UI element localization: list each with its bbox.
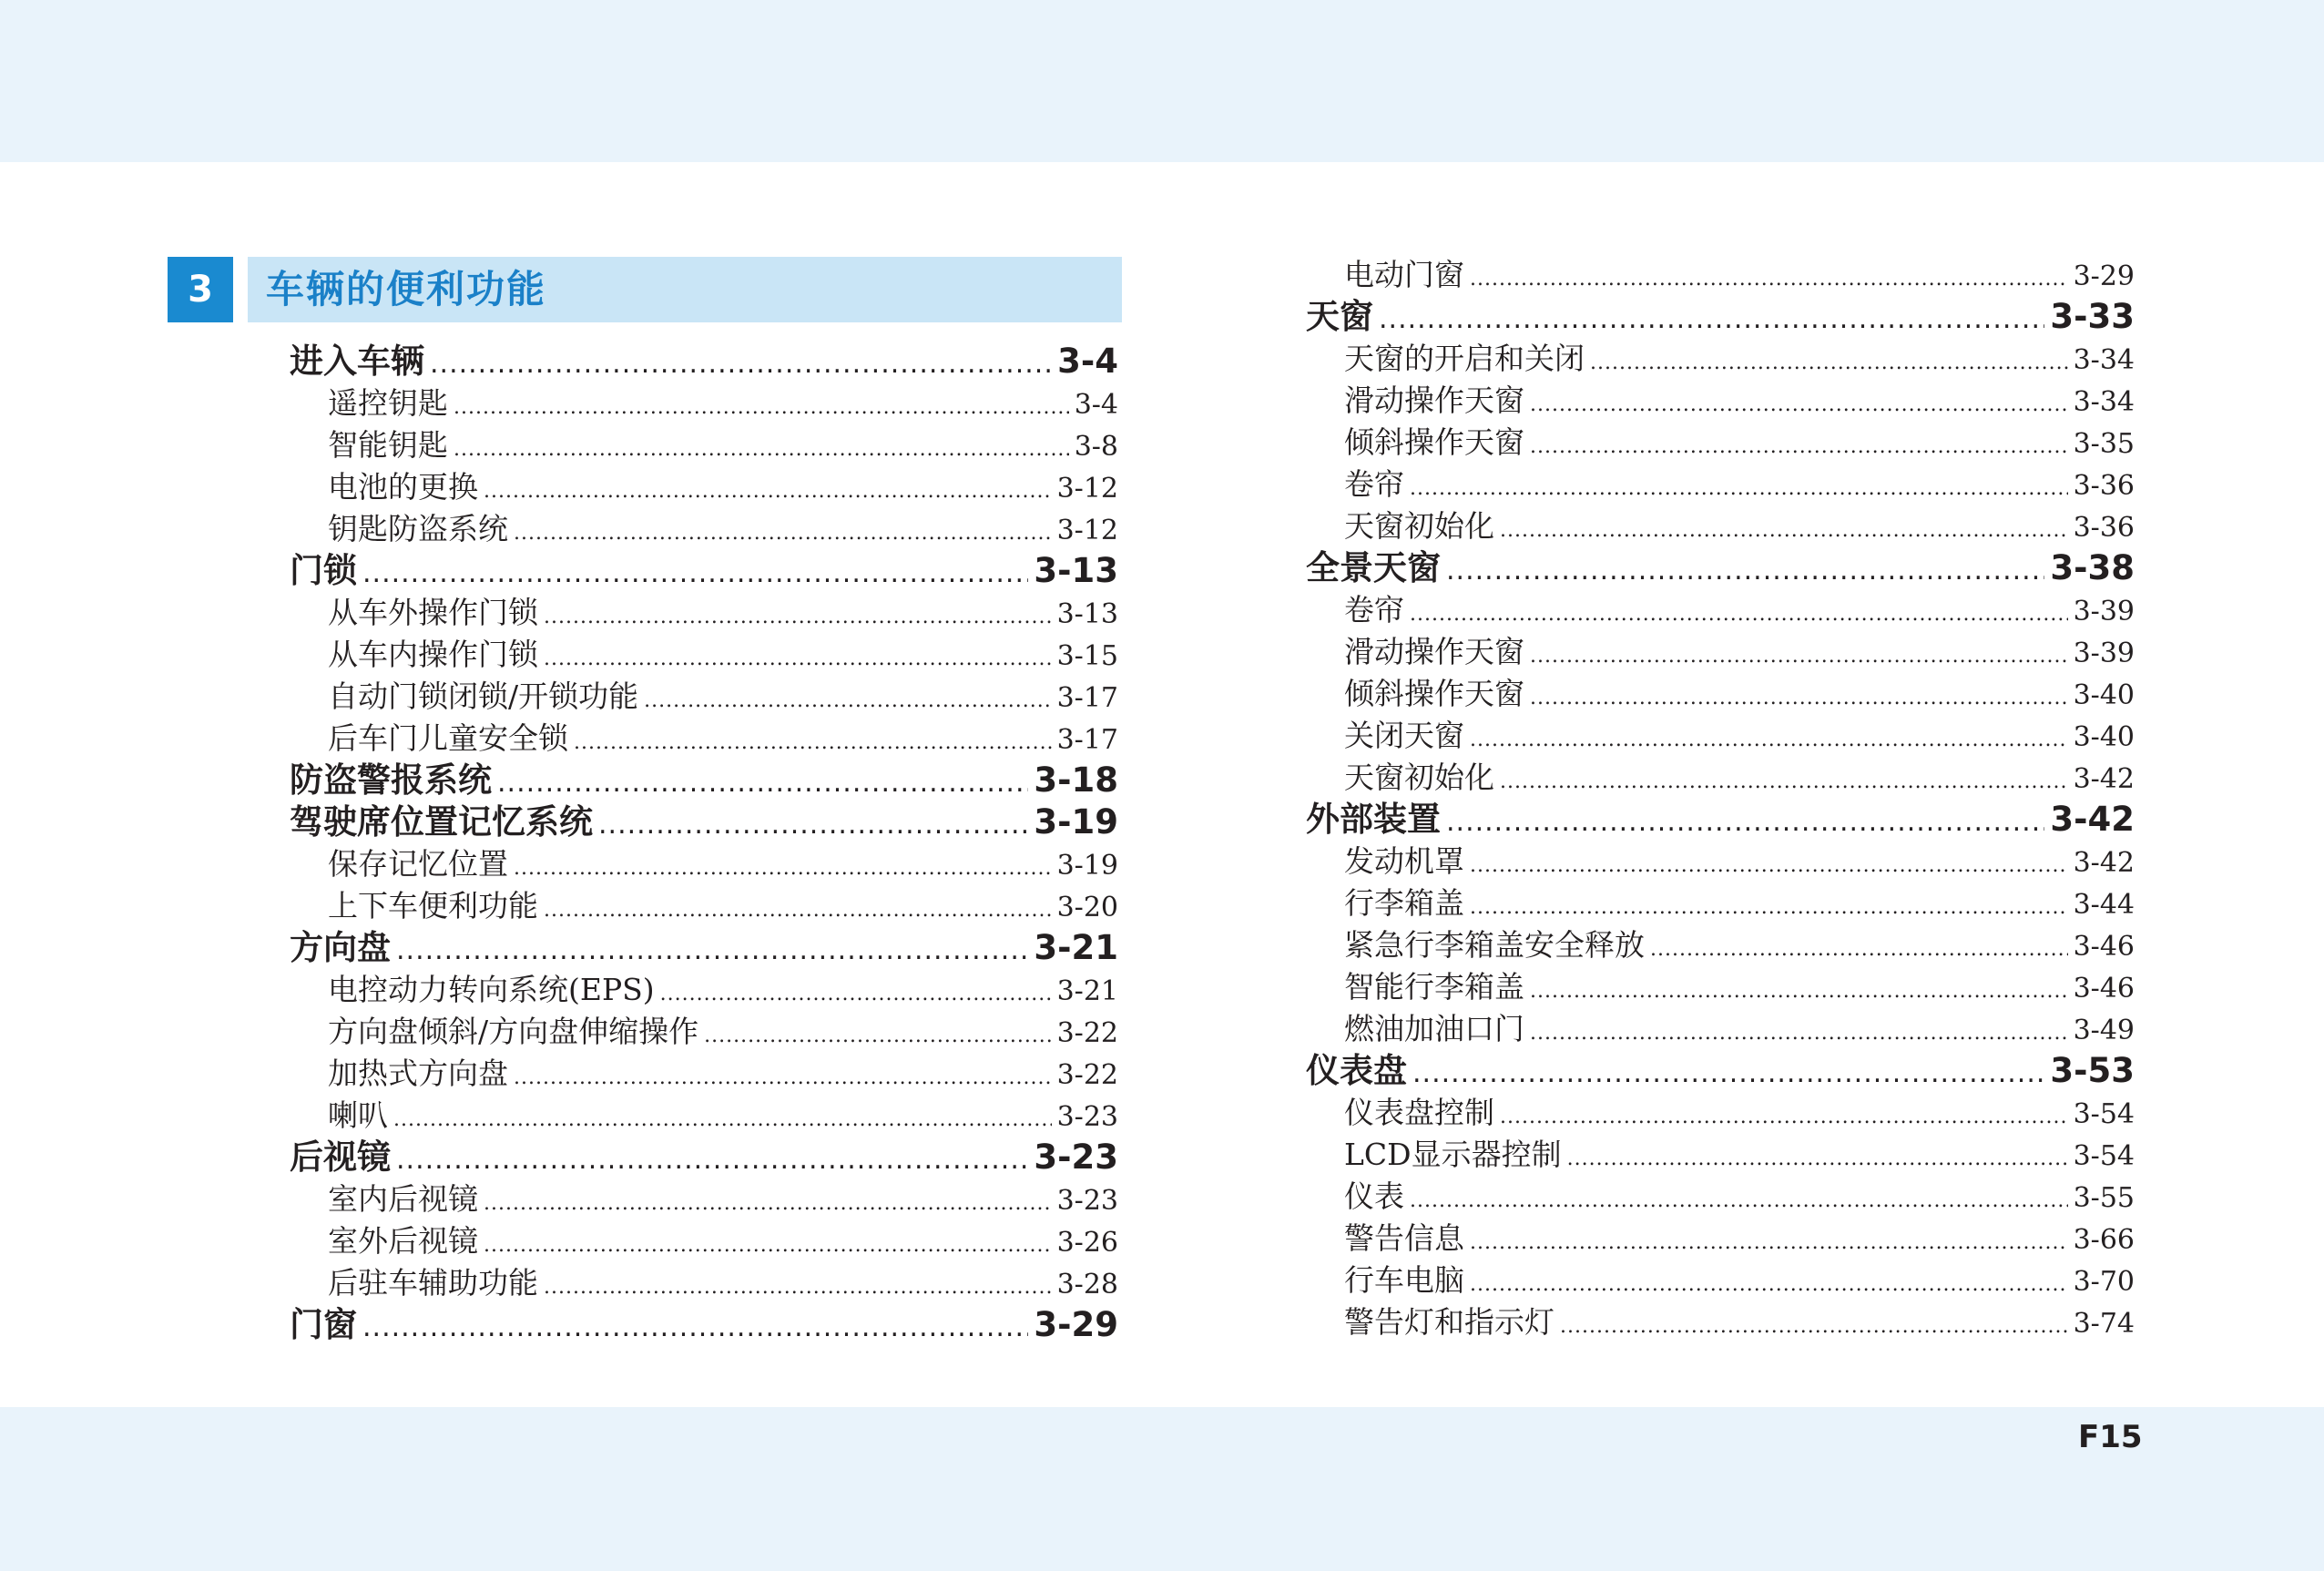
toc-subsection-entry[interactable] (1306, 1008, 2135, 1050)
toc-subsection-entry[interactable] (290, 383, 1118, 424)
dot-leader (1379, 299, 2044, 341)
dot-leader (1530, 678, 2068, 719)
entry-page: 3-36 (2073, 512, 2135, 544)
toc-subsection-entry[interactable] (1306, 715, 2135, 757)
toc-subsection-entry[interactable] (1306, 1092, 2135, 1134)
entry-page: 3-39 (2073, 638, 2135, 669)
toc-subsection-entry[interactable] (1306, 924, 2135, 966)
dot-leader (1500, 761, 2068, 803)
entry-title: 警告信息 (1344, 1220, 1464, 1256)
dot-leader (574, 722, 1052, 764)
dot-leader (454, 429, 1069, 471)
entry-title: 仪表盘控制 (1344, 1095, 1494, 1130)
toc-subsection-entry[interactable] (290, 508, 1118, 550)
entry-page: 3-23 (1056, 1101, 1118, 1133)
toc-left-column (290, 341, 1118, 1346)
page-number: F15 (2078, 1419, 2143, 1455)
toc-section-entry[interactable] (1306, 799, 2135, 841)
toc-subsection-entry[interactable] (1306, 631, 2135, 673)
entry-title: 天窗的开启和关闭 (1344, 341, 1585, 376)
entry-page: 3-15 (1056, 640, 1118, 672)
entry-page: 3-33 (2050, 297, 2135, 336)
entry-title: 保存记忆位置 (328, 846, 508, 882)
entry-title: 滑动操作天窗 (1344, 634, 1524, 669)
dot-leader (396, 930, 1028, 972)
entry-title: 智能行李箱盖 (1344, 969, 1524, 1005)
toc-subsection-entry[interactable] (290, 969, 1118, 1011)
toc-subsection-entry[interactable] (1306, 589, 2135, 631)
toc-section-entry[interactable] (1306, 547, 2135, 589)
entry-title: 倾斜操作天窗 (1344, 676, 1524, 711)
dot-leader (544, 638, 1052, 680)
entry-title: 从车外操作门锁 (328, 595, 538, 630)
dot-leader (362, 553, 1028, 595)
toc-section-entry[interactable] (1306, 296, 2135, 338)
entry-title: 加热式方向盘 (328, 1056, 508, 1091)
dot-leader (1567, 1138, 2068, 1180)
dot-leader (430, 343, 1052, 385)
dot-leader (1446, 550, 2044, 592)
dot-leader (514, 513, 1052, 555)
toc-subsection-entry[interactable] (1306, 1218, 2135, 1260)
entry-page: 3-40 (2073, 721, 2135, 753)
dot-leader (1650, 929, 2068, 971)
entry-title: 仪表盘 (1306, 1051, 1407, 1090)
entry-page: 3-8 (1074, 431, 1118, 463)
toc-subsection-entry[interactable] (1306, 464, 2135, 505)
entry-title: 自动门锁闭锁/开锁功能 (328, 678, 639, 714)
entry-page: 3-23 (1034, 1137, 1118, 1177)
entry-title: 行车电脑 (1344, 1262, 1464, 1298)
entry-page: 3-38 (2050, 548, 2135, 587)
dot-leader (514, 1057, 1052, 1099)
toc-subsection-entry[interactable] (290, 676, 1118, 718)
toc-subsection-entry[interactable] (1306, 966, 2135, 1008)
entry-title: 后车门儿童安全锁 (328, 720, 568, 756)
toc-subsection-entry[interactable] (290, 1011, 1118, 1053)
dot-leader (1470, 1264, 2068, 1306)
entry-page: 3-4 (1057, 342, 1118, 381)
dot-leader (1446, 801, 2044, 843)
entry-page: 3-40 (2073, 679, 2135, 711)
dot-leader (1470, 719, 2068, 761)
toc-section-entry[interactable] (1306, 1050, 2135, 1092)
entry-title: 门窗 (290, 1305, 357, 1344)
entry-title: 倾斜操作天窗 (1344, 424, 1524, 460)
entry-title: 防盗警报系统 (290, 760, 492, 800)
toc-subsection-entry[interactable] (1306, 841, 2135, 882)
toc-subsection-entry[interactable] (1306, 422, 2135, 464)
entry-title: 电池的更换 (328, 469, 478, 505)
toc-subsection-entry[interactable] (290, 843, 1118, 885)
entry-page: 3-39 (2073, 596, 2135, 627)
toc-subsection-entry[interactable] (290, 1220, 1118, 1262)
toc-subsection-entry[interactable] (1306, 757, 2135, 799)
entry-title: 发动机罩 (1344, 843, 1464, 879)
dot-leader (1530, 971, 2068, 1013)
entry-title: 紧急行李箱盖安全释放 (1344, 927, 1645, 963)
chapter-title-bar (248, 257, 1122, 322)
dot-leader (1530, 426, 2068, 468)
entry-page: 3-54 (2073, 1098, 2135, 1130)
toc-subsection-entry[interactable] (290, 718, 1118, 760)
entry-page: 3-13 (1056, 598, 1118, 630)
entry-title: 后视镜 (290, 1137, 391, 1177)
entry-title: 驾驶席位置记忆系统 (290, 802, 593, 842)
toc-subsection-entry[interactable] (1306, 1301, 2135, 1343)
toc-subsection-entry[interactable] (1306, 380, 2135, 422)
toc-section-entry[interactable] (290, 801, 1118, 843)
entry-page: 3-12 (1056, 473, 1118, 505)
entry-page: 3-29 (2073, 260, 2135, 292)
toc-subsection-entry[interactable] (290, 424, 1118, 466)
toc-subsection-entry[interactable] (290, 1178, 1118, 1220)
dot-leader (1410, 468, 2068, 510)
entry-page: 3-66 (2073, 1224, 2135, 1256)
toc-subsection-entry[interactable] (1306, 254, 2135, 296)
entry-page: 3-34 (2073, 344, 2135, 376)
toc-subsection-entry[interactable] (1306, 673, 2135, 715)
entry-title: 卷帘 (1344, 592, 1404, 627)
entry-page: 3-46 (2073, 973, 2135, 1005)
entry-page: 3-55 (2073, 1182, 2135, 1214)
entry-title: 喇叭 (328, 1097, 388, 1133)
toc-subsection-entry[interactable] (290, 1262, 1118, 1304)
entry-title: 进入车辆 (290, 342, 424, 381)
chapter-number-badge: 3 (168, 257, 233, 322)
toc-subsection-entry[interactable] (1306, 1176, 2135, 1218)
toc-subsection-entry[interactable] (290, 592, 1118, 634)
dot-leader (514, 848, 1052, 890)
chapter-title: 车辆的便利功能 (266, 267, 547, 311)
toc-subsection-entry[interactable] (1306, 338, 2135, 380)
entry-title: 外部装置 (1306, 800, 1441, 839)
dot-leader (393, 1099, 1052, 1141)
entry-title: 天窗初始化 (1344, 508, 1494, 544)
entry-page: 3-21 (1034, 928, 1118, 967)
entry-title: 滑动操作天窗 (1344, 383, 1524, 418)
dot-leader (704, 1015, 1051, 1057)
entry-page: 3-22 (1056, 1017, 1118, 1049)
dot-leader (1470, 259, 2068, 301)
entry-title: 仪表 (1344, 1178, 1404, 1214)
entry-page: 3-19 (1056, 850, 1118, 882)
dot-leader (1590, 342, 2068, 384)
entry-title: LCD显示器控制 (1344, 1137, 1562, 1172)
entry-page: 3-46 (2073, 931, 2135, 963)
dot-leader (644, 680, 1051, 722)
entry-title: 遥控钥匙 (328, 385, 448, 421)
toc-subsection-entry[interactable] (1306, 1260, 2135, 1301)
dot-leader (544, 890, 1052, 932)
dot-leader (484, 1183, 1052, 1225)
dot-leader (544, 597, 1052, 638)
dot-leader (1410, 594, 2068, 636)
entry-page: 3-42 (2050, 800, 2135, 839)
dot-leader (396, 1139, 1028, 1181)
dot-leader (1500, 510, 2068, 552)
entry-page: 3-34 (2073, 386, 2135, 418)
entry-title: 从车内操作门锁 (328, 637, 538, 672)
toc-subsection-entry[interactable] (290, 1053, 1118, 1095)
entry-page: 3-54 (2073, 1140, 2135, 1172)
dot-leader (1412, 1053, 2044, 1095)
entry-title: 室外后视镜 (328, 1223, 478, 1259)
toc-subsection-entry[interactable] (290, 1095, 1118, 1137)
entry-page: 3-13 (1034, 551, 1118, 590)
dot-leader (1530, 384, 2068, 426)
toc-subsection-entry[interactable] (1306, 1134, 2135, 1176)
dot-leader (362, 1307, 1028, 1349)
dot-leader (1470, 845, 2068, 887)
toc-subsection-entry[interactable] (1306, 882, 2135, 924)
entry-title: 电动门窗 (1344, 257, 1464, 292)
entry-title: 行李箱盖 (1344, 885, 1464, 921)
entry-title: 上下车便利功能 (328, 888, 538, 923)
toc-right-column (1306, 254, 2135, 1343)
entry-page: 3-4 (1074, 389, 1118, 421)
entry-page: 3-74 (2073, 1308, 2135, 1340)
dot-leader (484, 471, 1052, 513)
entry-title: 天窗 (1306, 297, 1373, 336)
entry-page: 3-17 (1056, 682, 1118, 714)
dot-leader (1530, 1013, 2068, 1055)
entry-title: 方向盘 (290, 928, 391, 967)
toc-section-entry[interactable] (290, 1137, 1118, 1178)
top-band (0, 0, 2324, 162)
entry-page: 3-44 (2073, 889, 2135, 921)
entry-title: 方向盘倾斜/方向盘伸缩操作 (328, 1014, 699, 1049)
entry-page: 3-21 (1056, 975, 1118, 1007)
toc-section-entry[interactable] (290, 341, 1118, 383)
dot-leader (1500, 1097, 2068, 1138)
toc-subsection-entry[interactable] (290, 466, 1118, 508)
dot-leader (484, 1225, 1052, 1267)
entry-page: 3-36 (2073, 470, 2135, 502)
entry-page: 3-42 (2073, 847, 2135, 879)
dot-leader (598, 804, 1028, 846)
entry-page: 3-22 (1056, 1059, 1118, 1091)
entry-title: 卷帘 (1344, 466, 1404, 502)
entry-page: 3-29 (1034, 1305, 1118, 1344)
entry-title: 天窗初始化 (1344, 760, 1494, 795)
entry-page: 3-19 (1034, 802, 1118, 842)
entry-page: 3-49 (2073, 1015, 2135, 1046)
entry-title: 智能钥匙 (328, 427, 448, 463)
dot-leader (1410, 1180, 2068, 1222)
entry-page: 3-18 (1034, 760, 1118, 800)
toc-section-entry[interactable] (290, 760, 1118, 801)
dot-leader (1530, 636, 2068, 678)
dot-leader (1470, 1222, 2068, 1264)
entry-title: 后驻车辅助功能 (328, 1265, 538, 1301)
toc-subsection-entry[interactable] (290, 885, 1118, 927)
entry-page: 3-70 (2073, 1266, 2135, 1298)
dot-leader (1470, 887, 2068, 929)
entry-title: 燃油加油口门 (1344, 1011, 1524, 1046)
entry-page: 3-35 (2073, 428, 2135, 460)
toc-section-entry[interactable] (290, 550, 1118, 592)
entry-title: 钥匙防盗系统 (328, 511, 508, 546)
entry-title: 警告灯和指示灯 (1344, 1304, 1554, 1340)
dot-leader (544, 1267, 1052, 1309)
dot-leader (1560, 1306, 2068, 1348)
dot-leader (497, 762, 1028, 804)
entry-page: 3-53 (2050, 1051, 2135, 1090)
toc-section-entry[interactable] (290, 927, 1118, 969)
entry-title: 电控动力转向系统(EPS) (328, 972, 655, 1007)
toc-subsection-entry[interactable] (1306, 505, 2135, 547)
entry-title: 门锁 (290, 551, 357, 590)
entry-page: 3-17 (1056, 724, 1118, 756)
entry-title: 关闭天窗 (1344, 718, 1464, 753)
bottom-band (0, 1407, 2324, 1571)
dot-leader (454, 387, 1069, 429)
toc-subsection-entry[interactable] (290, 634, 1118, 676)
dot-leader (660, 974, 1052, 1015)
toc-section-entry[interactable] (290, 1304, 1118, 1346)
entry-page: 3-12 (1056, 515, 1118, 546)
entry-page: 3-23 (1056, 1185, 1118, 1217)
entry-page: 3-26 (1056, 1227, 1118, 1259)
entry-page: 3-42 (2073, 763, 2135, 795)
entry-title: 全景天窗 (1306, 548, 1441, 587)
entry-page: 3-20 (1056, 892, 1118, 923)
entry-page: 3-28 (1056, 1269, 1118, 1301)
entry-title: 室内后视镜 (328, 1181, 478, 1217)
